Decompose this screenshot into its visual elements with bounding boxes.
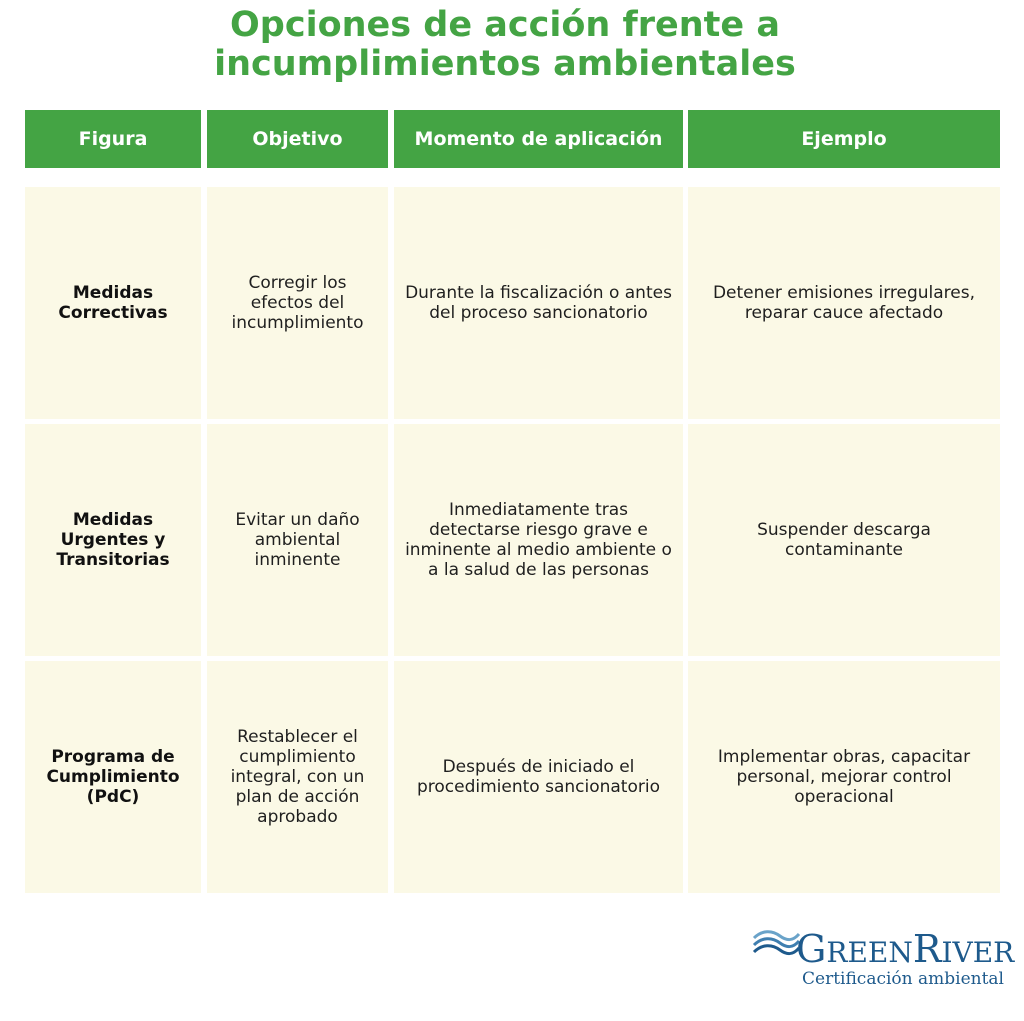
cell-ejemplo: [688, 424, 1000, 656]
cell-ejemplo: [688, 661, 1000, 893]
cell-objetivo: [207, 187, 388, 419]
cell-objetivo: [207, 661, 388, 893]
cell-momento-text: Inmediatamente tras detectarse riesgo grave e inminente al medio ambiente o a la salud de las personas: [405, 500, 672, 580]
logo-letters-iver: IVER: [941, 936, 1015, 969]
logo-letter-g: G: [796, 927, 827, 971]
cell-momento-text: Durante la fiscalización o antes del proceso sancionatorio: [405, 283, 672, 323]
logo-tagline: Certificación ambiental: [802, 969, 1004, 989]
header-figura: Figura: [25, 110, 201, 168]
page-title: [0, 6, 1010, 84]
cell-figura-text: Programa de Cumplimiento (PdC): [46, 747, 180, 807]
cell-momento: [394, 424, 683, 656]
title-line-1: Opciones de acción frente a: [230, 5, 780, 45]
cell-momento: [394, 661, 683, 893]
logo-letters-reen: REEN: [826, 936, 913, 969]
header-ejemplo: Ejemplo: [688, 110, 1000, 168]
cell-figura-text: Medidas Correctivas: [58, 283, 168, 323]
cell-ejemplo-text: Implementar obras, capacitar personal, mejorar control operacional: [717, 747, 971, 807]
cell-figura-text: Medidas Urgentes y Transitorias: [56, 510, 170, 570]
cell-figura: [25, 424, 201, 656]
table-row: [25, 187, 1000, 419]
logo-letter-r: R: [912, 927, 942, 971]
header-objetivo: Objetivo: [207, 110, 388, 168]
water-waves-icon: [752, 928, 800, 962]
cell-objetivo-text: Restablecer el cumplimiento integral, con un plan de acción aprobado: [230, 727, 365, 827]
cell-ejemplo-text: Suspender descarga contaminante: [757, 520, 931, 560]
cell-ejemplo-text: Detener emisiones irregulares, reparar cauce afectado: [712, 283, 976, 323]
header-momento: Momento de aplicación: [394, 110, 683, 168]
cell-figura: [25, 661, 201, 893]
title-line-2: incumplimientos ambientales: [214, 44, 796, 84]
table-row: [25, 424, 1000, 656]
cell-ejemplo: [688, 187, 1000, 419]
cell-objetivo-text: Corregir los efectos del incumplimiento: [231, 273, 364, 333]
cell-momento-text: Después de iniciado el procedimiento sancionatorio: [416, 757, 660, 797]
table-header: [25, 110, 1000, 168]
cell-objetivo: [207, 424, 388, 656]
cell-objetivo-text: Evitar un daño ambiental inminente: [235, 510, 360, 570]
cell-momento: [394, 187, 683, 419]
logo-wordmark: [796, 928, 1014, 974]
greenriver-logo: [752, 926, 1015, 996]
cell-figura: [25, 187, 201, 419]
table-row: [25, 661, 1000, 893]
